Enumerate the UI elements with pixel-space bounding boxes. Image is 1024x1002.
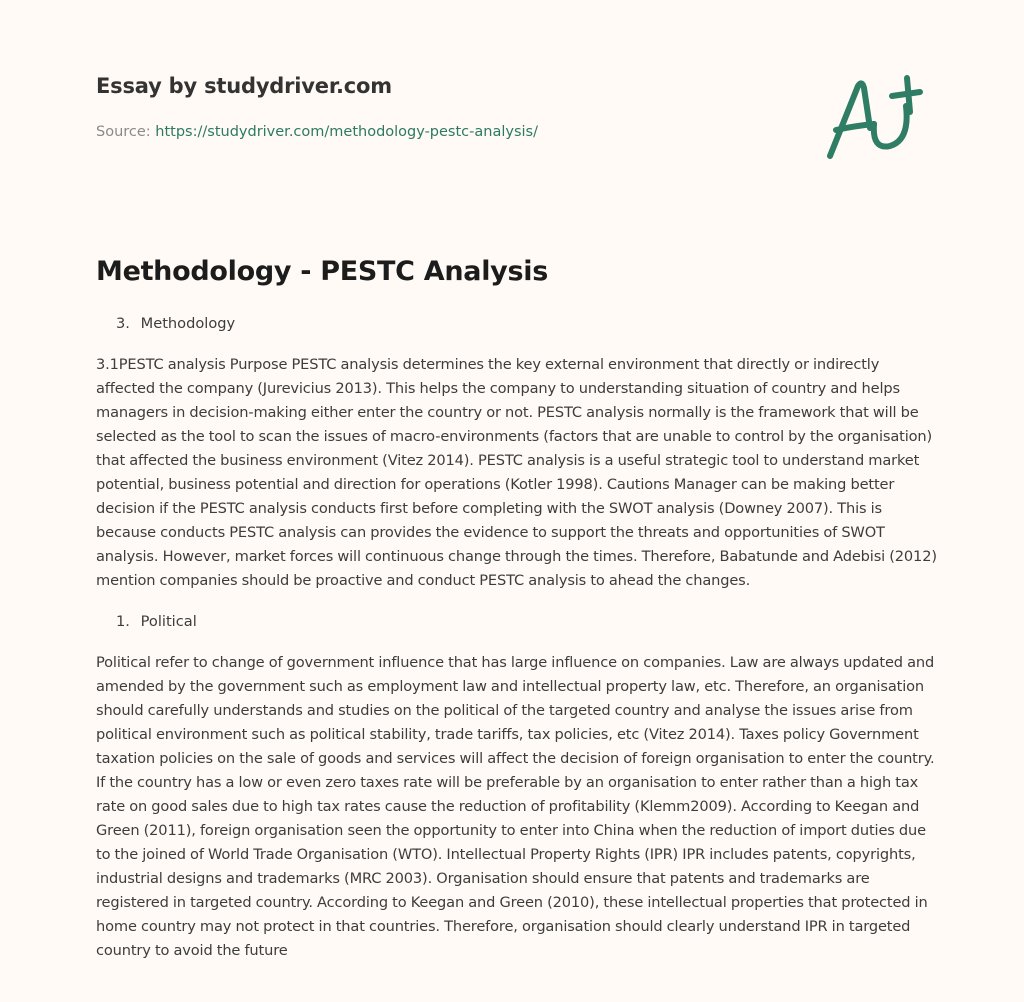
list-number: 3. — [116, 315, 130, 332]
paragraph-methodology: 3.1PESTC analysis Purpose PESTC analysis determines the key external environment that directly or indirectly affected the company (Jurevicius 2013). This helps the company to understanding situation of country and helps managers in decision-making either enter the country or not. PESTC analysis normally is the framework that will be selected as the tool to scan the issues of macro-environments (factors that are unable to control by the organisation) that affected the business environment (Vitez 2014). PESTC analysis is a useful strategic tool to understand market potential, business potential and direction for operations (Kotler 1998). Cautions Manager can be making better decision if the PESTC analysis conducts first before completing with the SWOT analysis (Downey 2007). This is because conducts PESTC analysis can provides the evidence to support the threats and opportunities of SWOT analysis. However, market forces will continuous change through the times. Therefore, Babatunde and Adebisi (2012) mention companies should be proactive and conduct PESTC analysis to ahead the changes. — [96, 356, 937, 589]
section-heading-text: Political — [140, 613, 197, 630]
page-title: Methodology - PESTC Analysis — [96, 256, 548, 287]
source-line — [96, 124, 538, 140]
section-heading-methodology — [96, 312, 938, 336]
source-link[interactable]: https://studydriver.com/methodology-pestc-analysis/ — [155, 124, 538, 140]
a-plus-logo-icon — [818, 66, 938, 166]
site-header — [96, 74, 936, 98]
document-body — [96, 312, 938, 980]
site-title: Essay by studydriver.com — [96, 74, 392, 98]
paragraph-political: Political refer to change of government influence that has large influence on companies. Law are always updated and amended by the government such as employment law and intellectual property law, etc. Therefore, an organisation should carefully understands and studies on the political of the targeted country and analyse the issues arise from political environment such as political stability, trade tariffs, tax policies, etc (Vitez 2014). Taxes policy Government taxation policies on the sale of goods and services will affect the decision of foreign organisation to enter the country. If the country has a low or even zero taxes rate will be preferable by an organisation to enter rather than a high tax rate on good sales due to high tax rates cause the reduction of profitability (Klemm2009). According to Keegan and Green (2011), foreign organisation seen the opportunity to enter into China when the reduction of import duties due to the joined of World Trade Organisation (WTO). Intellectual Property Rights (IPR) IPR includes patents, copyrights, industrial designs and trademarks (MRC 2003). Organisation should ensure that patents and trademarks are registered in targeted country. According to Keegan and Green (2010), these intellectual properties that protected in home country may not protect in that countries. Therefore, organisation should clearly understand IPR in targeted country to avoid the future — [96, 654, 935, 959]
list-number: 1. — [116, 613, 130, 630]
source-label: Source: — [96, 124, 151, 140]
section-heading-political — [96, 610, 938, 634]
section-heading-text: Methodology — [140, 315, 236, 332]
